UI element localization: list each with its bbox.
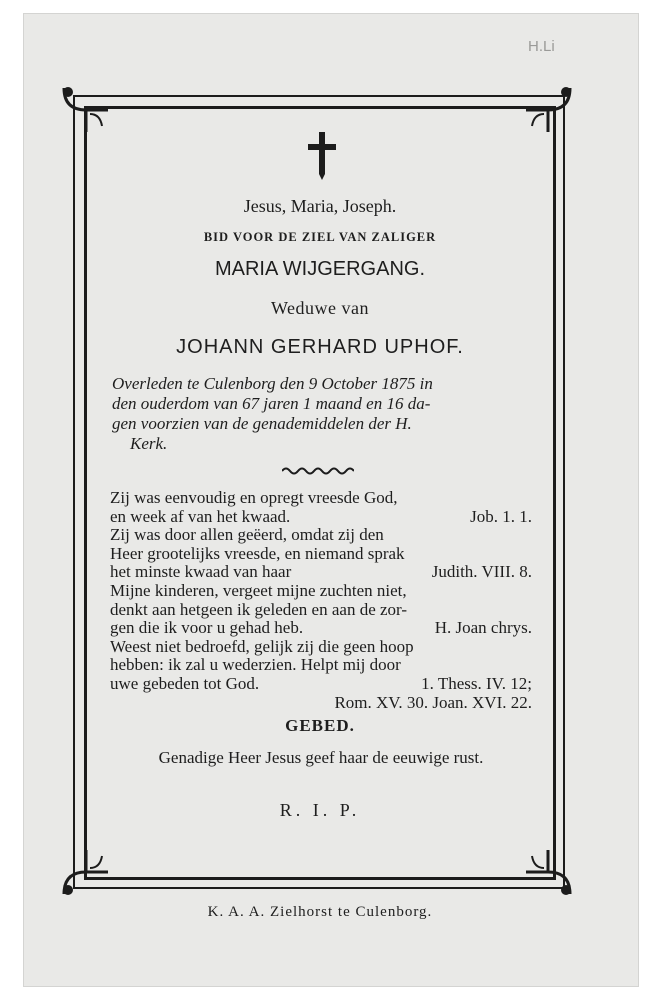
prayer-text: Genadige Heer Jesus geef haar de eeuwige rust. [158, 748, 484, 767]
scripture-line-text: uwe gebeden tot God. [110, 674, 260, 693]
scripture-reference: Job. 1. 1. [470, 506, 532, 526]
scripture-line [110, 562, 532, 582]
scripture-line [110, 693, 532, 713]
prayer-title: GEBED. [285, 716, 355, 735]
deceased-name: MARIA WIJGERGANG. [214, 258, 426, 280]
spouse-name: JOHANN GERHARD UPHOF. [176, 336, 464, 358]
scripture-line [110, 600, 532, 620]
scripture-line-text: denkt aan hetgeen ik geleden en aan de zor- [110, 599, 408, 619]
scripture-line [110, 581, 532, 601]
scripture-line [110, 525, 532, 545]
death-notice-line-3: gen voorzien van de genademiddelen der H. [112, 414, 412, 433]
scripture-line [110, 637, 532, 657]
corner-ornament-top-right [522, 84, 574, 136]
death-notice-line-4: Kerk. [130, 434, 168, 453]
rip-closing: R. I. P. [279, 800, 361, 820]
scripture-reference: Rom. XV. 30. Joan. XVI. 22. [334, 692, 532, 712]
relation-text: Weduwe van [270, 298, 369, 318]
scripture-line-text: Weest niet bedroefd, gelijk zij die geen hoop [110, 636, 414, 656]
scripture-line-text: Zij was door allen geëerd, omdat zij den [110, 525, 384, 545]
scripture-line [110, 544, 532, 564]
corner-ornament-bottom-right [522, 846, 574, 898]
invocation: Jesus, Maria, Joseph. [243, 196, 397, 216]
death-notice-line-2: den ouderdom van 67 jaren 1 maand en 16 da- [112, 394, 431, 413]
scripture-line-text: Zij was eenvoudig en opregt vreesde God, [110, 488, 398, 507]
scripture-line [110, 507, 532, 527]
printer-imprint: K. A. A. Zielhorst te Culenborg. [207, 904, 433, 920]
scripture-line-text: Mijne kinderen, vergeet mijne zuchten niet, [110, 581, 407, 600]
scripture-line-text: en week af van het kwaad. [110, 506, 291, 526]
scripture-line-text: hebben: ik zal u wederzien. Helpt mij door [110, 655, 401, 675]
scripture-line [110, 618, 532, 638]
corner-ornament-bottom-left [60, 846, 112, 898]
scripture-line [110, 674, 532, 694]
scripture-line [110, 655, 532, 675]
scripture-line [110, 488, 532, 508]
scripture-reference: H. Joan chrys. [434, 618, 532, 638]
scripture-reference: Judith. VIII. 8. [431, 562, 532, 582]
scripture-line-text: gen die ik voor u gehad heb. [110, 618, 304, 638]
scripture-line-text: Heer grootelijks vreesde, en niemand sprak [110, 543, 405, 563]
scripture-line-text: het minste kwaad van haar [110, 562, 292, 582]
handwritten-annotation: H.Li [528, 38, 555, 55]
corner-ornament-top-left [60, 84, 112, 136]
scripture-reference: 1. Thess. IV. 12; [421, 674, 532, 693]
prayer-request: BID VOOR DE ZIEL VAN ZALIGER [203, 230, 437, 244]
cross-icon [306, 130, 338, 182]
death-notice-line-1: Overleden te Culenborg den 9 October 1875 in [112, 374, 433, 393]
wavy-divider [282, 466, 354, 476]
